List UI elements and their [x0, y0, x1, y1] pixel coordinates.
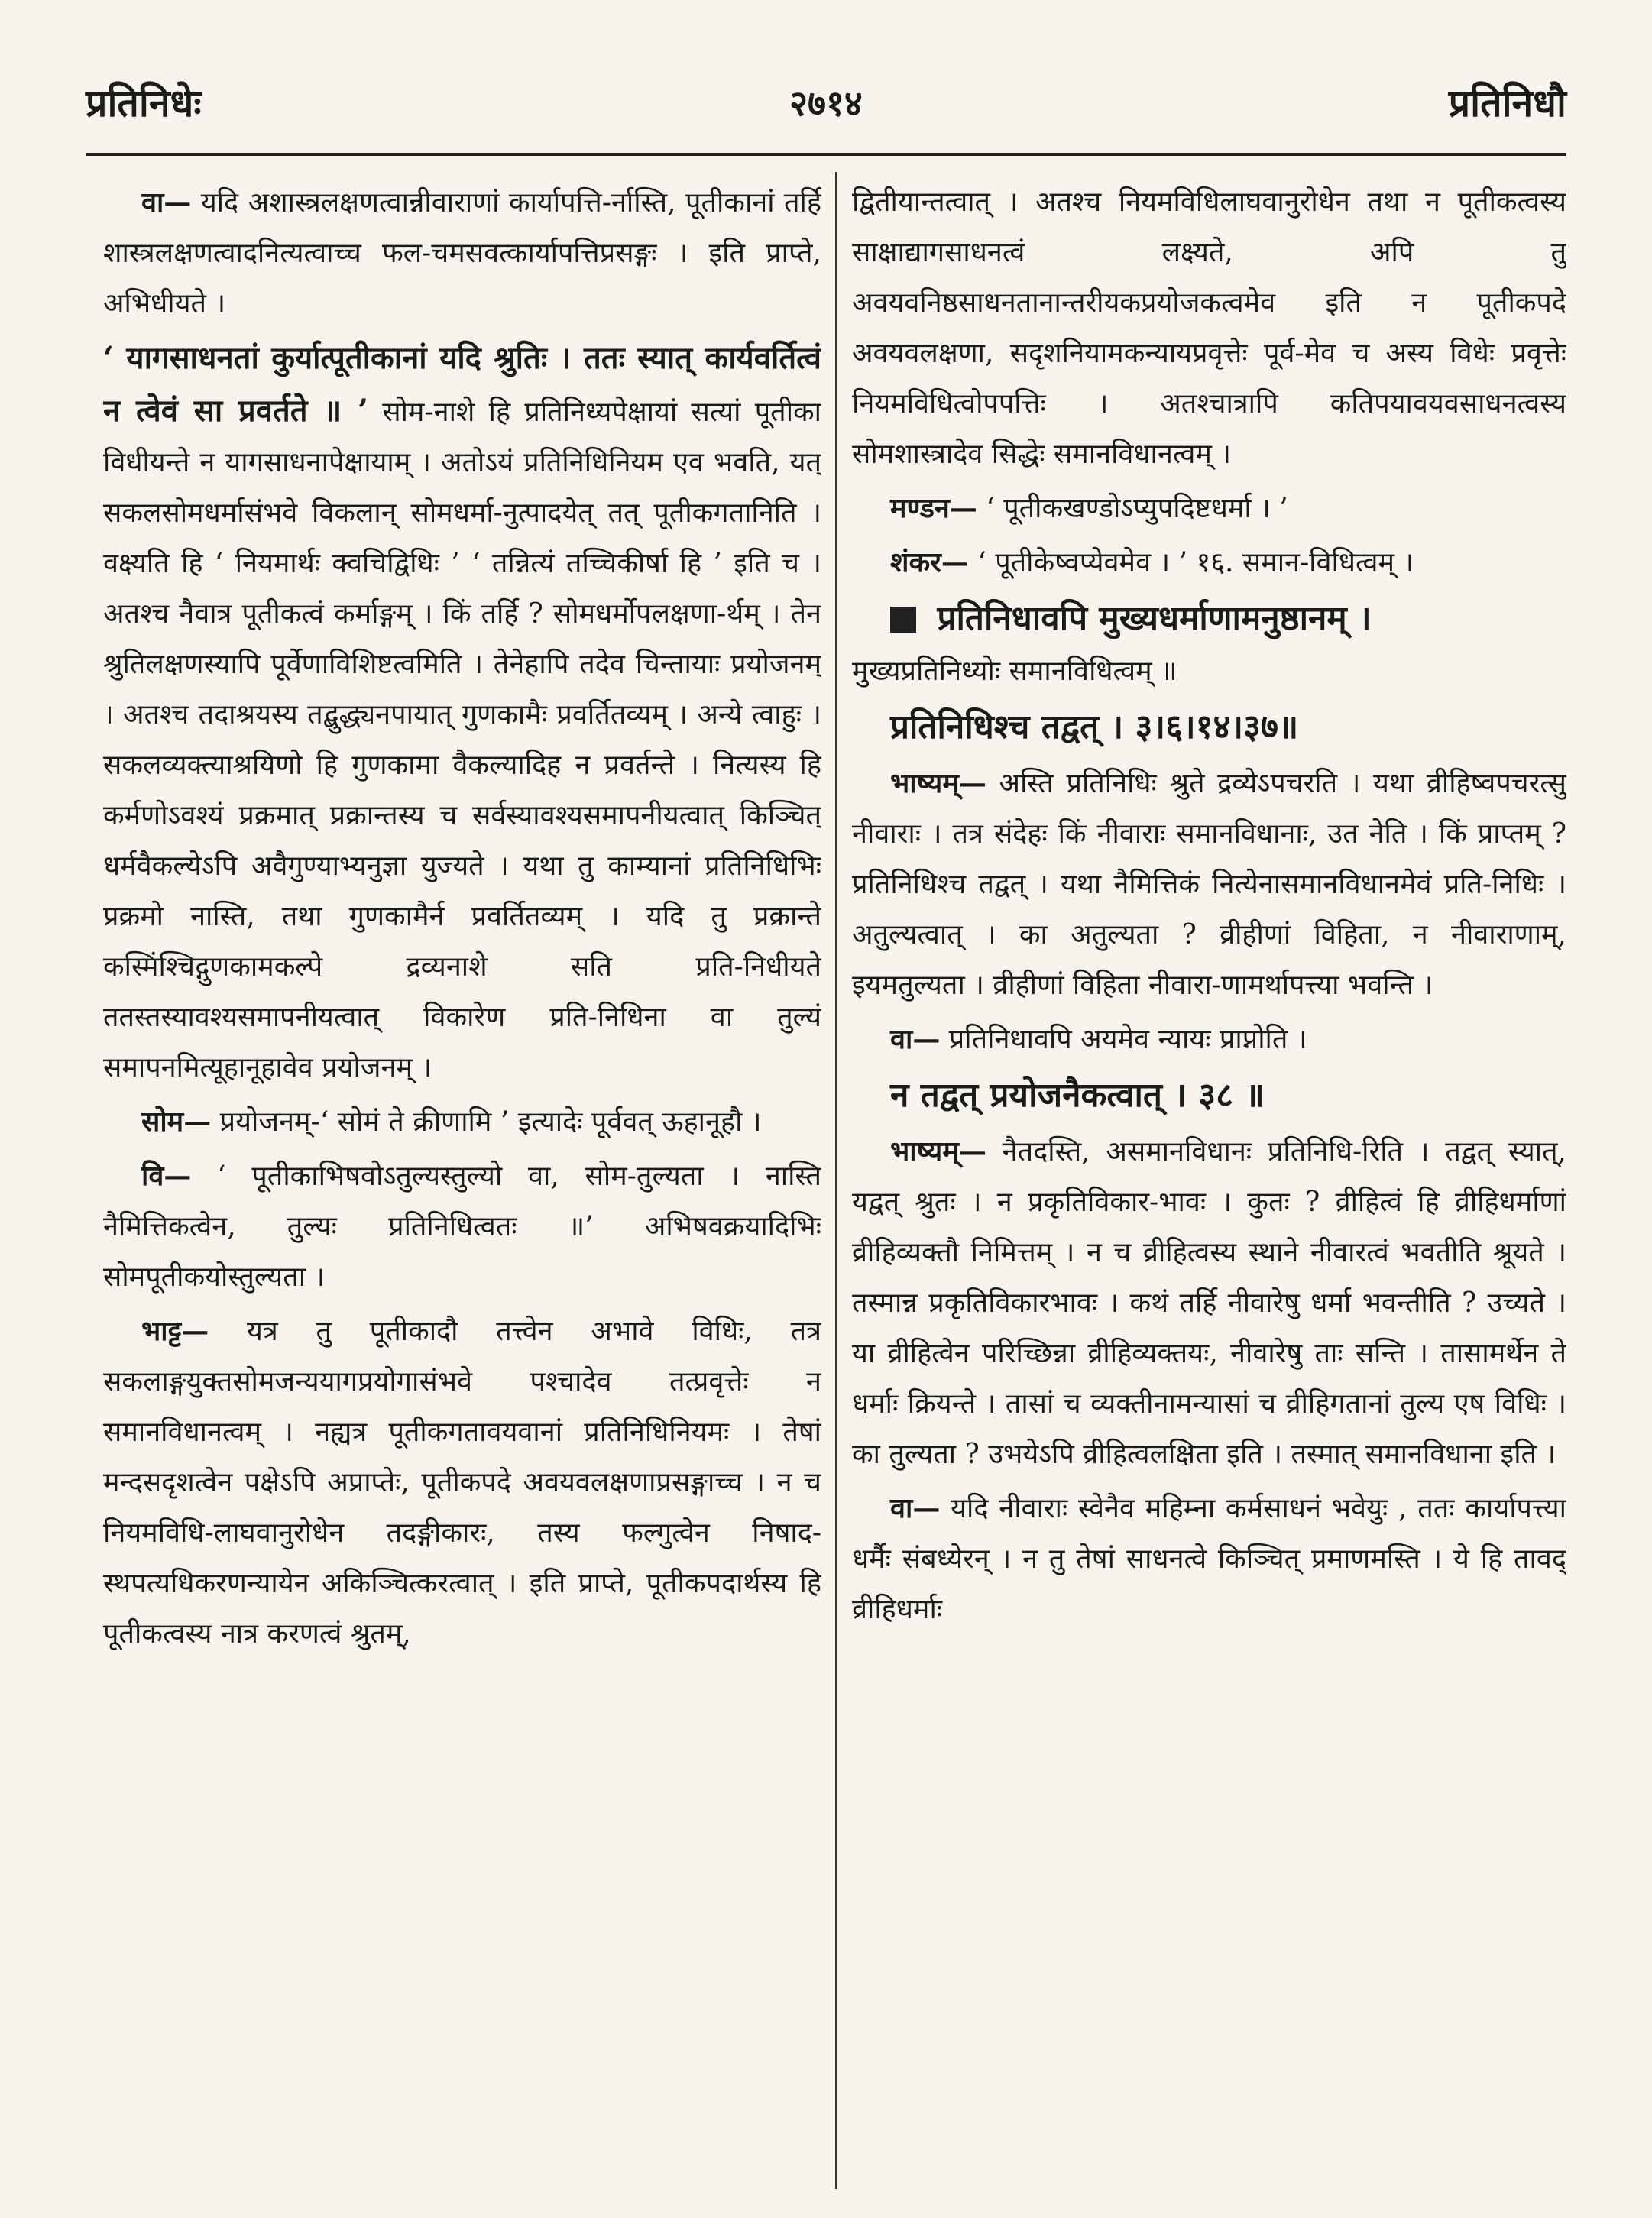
right-column [852, 177, 1566, 2179]
paragraph-text: द्वितीयान्तत्वात् । अतश्च नियमविधिलाघवानुरोधेन तथा न पूतीकत्वस्य साक्षाद्यागसाधनत्वं लक्ष्यते, अपि तु अवयवनिष्ठसाधनतानान्तरीयकप्रयोजकत्वमेव इति न पूतीकपदे अवयवलक्षणा, सदृशनियामकन्यायप्रवृत्तेः पूर्व-मेव च अस्य विधेः प्रवृत्तेः नियमविधित्वोपपत्तिः । अतश्चात्रापि कतिपयावयवसाधनत्वस्य सोमशास्त्रादेव सिद्धेः समानविधानत्वम् । [852, 186, 1566, 470]
sutra-line [852, 1068, 1566, 1123]
speaker-label: वि— [141, 1160, 192, 1192]
sutra-heading: प्रतिनिधावपि मुख्यधर्माणामनुष्ठानम् । [937, 599, 1372, 638]
paragraph-text: ‘ पूतीकाभिषवोऽतुल्यस्तुल्यो वा, सोम-तुल्यता । नास्ति नैमित्तिकत्वेन, तुल्यः प्रतिनिधित्वतः ॥’ अभिषवक्रयादिभिः सोमपूतीकयोस्तुल्यता । [103, 1161, 821, 1293]
paragraph-text: ‘ पूतीकेष्वप्येवमेव । ’ १६. समान-विधित्वम् । [977, 547, 1414, 578]
paragraph [852, 537, 1566, 588]
paragraph [852, 1483, 1566, 1635]
left-column [103, 177, 821, 2179]
paragraph [852, 177, 1566, 480]
page-number: २७१४ [789, 83, 863, 124]
speaker-label: सोम— [141, 1106, 212, 1138]
paragraph [103, 1151, 821, 1303]
paragraph [103, 1096, 821, 1148]
column-divider [835, 172, 837, 2189]
speaker-label: मण्डन— [890, 492, 977, 524]
speaker-label: वा— [890, 1023, 941, 1055]
sutra-text: न तद्वत् प्रयोजनैकत्वात् । ३८ ॥ [890, 1076, 1265, 1115]
header-rule [86, 153, 1566, 156]
paragraph [852, 1126, 1566, 1480]
paragraph [103, 177, 821, 329]
paragraph-text: सोम-नाशे हि प्रतिनिध्यपेक्षायां सत्यां पूतीका विधीयन्ते न यागसाधनापेक्षायाम् । अतोऽयं प्रतिनिधिनियम एव भवति, यत् सकलसोमधर्मासंभवे विकलान् सोमधर्मा-नुत्पादयेत् तत् पूतीकगतानिति । वक्ष्यति हि ‘ नियमार्थः क्वचिद्विधिः ’ ‘ तन्नित्यं तच्चिकीर्षा हि ’ इति च । अतश्च नैवात्र पूतीकत्वं कर्माङ्गम् । किं तर्हि ? सोमधर्मोपलक्षणा-र्थम् । तेन श्रुतिलक्षणस्यापि पूर्वेणाविशिष्टत्वमिति । तेनेहापि तदेव चिन्तायाः प्रयोजनम् । अतश्च तदाश्रयस्य तद्बुद्ध्यनपायात् गुणकामैः प्रवर्तितव्यम् । अन्ये त्वाहुः । सकलव्यक्त्याश्रयिणो हि गुणकामा वैकल्यादिह न प्रवर्तन्ते । नित्यस्य हि कर्मणोऽवश्यं प्रक्रमात् प्रक्रान्तस्य च सर्वस्यावश्यसमापनीयत्वात् किञ्चित् धर्मवैकल्येऽपि अवैगुण्याभ्यनुज्ञा युज्यते । यथा तु काम्यानां प्रतिनिधिभिः प्रक्रमो नास्ति, तथा गुणकामैर्न प्रवर्तितव्यम् । यदि तु प्रक्रान्ते कस्मिंश्चिद्गुणकामकल्पे द्रव्यनाशे सति प्रति-निधीयते ततस्तस्यावश्यसमापनीयत्वात् विकारेण प्रति-निधिना वा तुल्यं समापनमित्यूहानूहावेव प्रयोजनम् । [103, 397, 821, 1083]
adhikarana-heading [852, 591, 1566, 697]
paragraph-text: यदि अशास्त्रलक्षणत्वान्नीवाराणां कार्यापत्ति-र्नास्ति, पूतीकानां तर्हि शास्त्रलक्षणत्वादनित्यत्वाच्च फल-चमसवत्कार्यापत्तिप्रसङ्गः । इति प्राप्ते, अभिधीयते । [103, 187, 821, 319]
paragraph [103, 1306, 821, 1659]
speaker-label: वा— [141, 186, 192, 219]
paragraph-text: यत्र तु पूतीकादौ तत्त्वेन अभावे विधिः, तत्र सकलाङ्गयुक्तसोमजन्ययागप्रयोगासंभवे पश्चादेव तत्प्रवृत्तेः न समानविधानत्वम् । नह्यत्र पूतीकगतावयवानां प्रतिनिधिनियमः । तेषां मन्दसदृशत्वेन पक्षेऽपि अप्राप्तेः, पूतीकपदे अवयवलक्षणाप्रसङ्गाच्च । न च नियमविधि-लाघवानुरोधेन तदङ्गीकारः, तस्य फल्गुत्वेन निषाद-स्थपत्यधिकरणन्यायेन अकिञ्चित्करत्वात् । इति प्राप्ते, पूतीकपदार्थस्य हि पूतीकत्वस्य नात्र करणत्वं श्रुतम्, [103, 1316, 821, 1650]
paragraph [103, 332, 821, 1093]
paragraph-text: प्रतिनिधावपि अयमेव न्यायः प्राप्नोति । [948, 1024, 1307, 1055]
running-header [86, 73, 1566, 149]
paragraph-text: नैतदस्ति, असमानविधानः प्रतिनिधि-रिति । तद्वत् स्यात्, यद्वत् श्रुतः । न प्रकृतिविकार-भावः । कुतः ? व्रीहित्वं हि व्रीहिधर्माणां व्रीहिव्यक्तौ निमित्तम् । न च व्रीहित्वस्य स्थाने नीवारत्वं भवतीति श्रूयते । तस्मान्न प्रकृतिविकारभावः । कथं तर्हि नीवारेषु धर्मा भवन्तीति ? उच्यते । या व्रीहित्वेन परिच्छिन्ना व्रीहिव्यक्तयः, नीवारेषु ताः सन्ति । तासामर्थेन ते धर्माः क्रियन्ते । तासां च व्यक्तीनामन्यासां च व्रीहिगतानां तुल्य एष विधिः । का तुल्यता ? उभयेऽपि व्रीहित्वलक्षिता इति । तस्मात् समानविधाना इति । [852, 1136, 1566, 1470]
header-right-word: प्रतिनिधौ [1448, 80, 1566, 125]
paragraph [852, 758, 1566, 1011]
section-mark-icon [890, 607, 916, 633]
verse-quote: ‘ यागसाधनतां कुर्यात्पूतीकानां यदि श्रुतिः । ततः स्यात् कार्यवर्तित्वं न त्वेवं सा प्रवर्तते ॥ ’ [103, 340, 821, 429]
header-left-word: प्रतिनिधेः [86, 80, 202, 125]
speaker-label: शंकर— [890, 546, 969, 578]
paragraph-text: यदि नीवाराः स्वेनैव महिम्ना कर्मसाधनं भवेयुः , ततः कार्यापत्त्या धर्मैः संबध्येरन् । न तु तेषां साधनत्वे किञ्चित् प्रमाणमस्ति । ये हि तावद् व्रीहिधर्माः [852, 1493, 1566, 1625]
speaker-label: भाष्यम्— [890, 1135, 986, 1167]
paragraph [852, 483, 1566, 534]
paragraph-text: ‘ पूतीकखण्डोऽप्युपदिष्टधर्मा । ’ [986, 493, 1288, 524]
speaker-label: वा— [890, 1492, 941, 1524]
speaker-label: भाष्यम्— [890, 767, 986, 799]
paragraph-text: अस्ति प्रतिनिधिः श्रुते द्रव्येऽपचरति । यथा व्रीहिष्वपचरत्सु नीवाराः । तत्र संदेहः किं नीवाराः समानविधानाः, उत नेति । किं प्राप्तम् ? प्रतिनिधिश्च तद्वत् । यथा नैमित्तिकं नित्येनासमानविधानमेवं प्रति-निधिः । अतुल्यत्वात् । का अतुल्यता ? व्रीहीणां विहिता, न नीवाराणाम्, इयमतुल्यता । व्रीहीणां विहिता नीवारा-णामर्थापत्त्या भवन्ति । [852, 768, 1566, 1001]
paragraph-text: मुख्यप्रतिनिध्योः समानविधित्वम् ॥ [852, 656, 1177, 687]
speaker-label: भाट्ट— [141, 1315, 209, 1347]
sutra-text: प्रतिनिधिश्च तद्वत् । ३।६।१४।३७॥ [890, 707, 1299, 746]
paragraph-text: प्रयोजनम्-‘ सोमं ते क्रीणामि ’ इत्यादेः पूर्ववत् ऊहानूहौ । [219, 1106, 762, 1138]
paragraph [852, 1014, 1566, 1065]
sutra-line [852, 700, 1566, 755]
